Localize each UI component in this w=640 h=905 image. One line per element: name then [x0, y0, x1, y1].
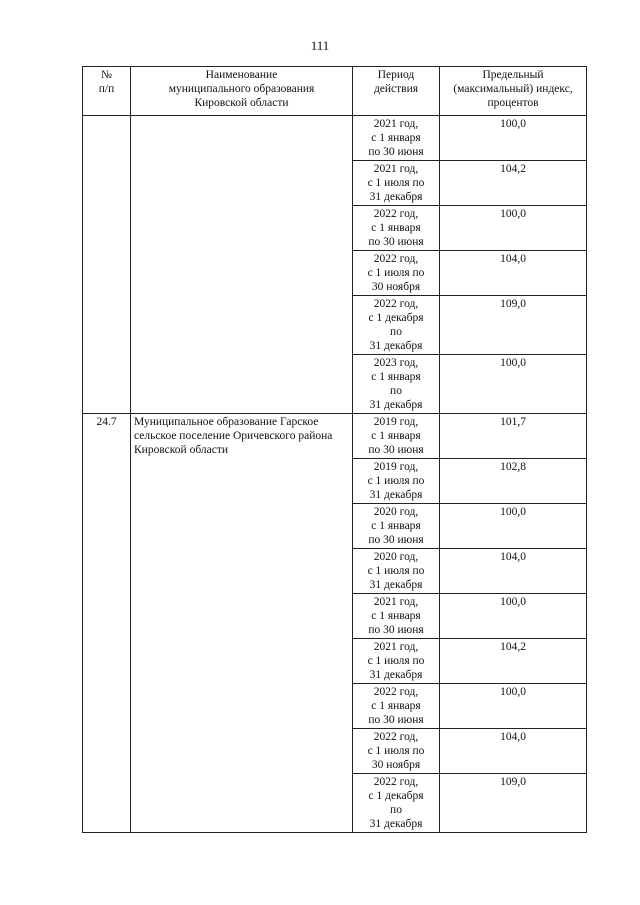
- index-value-cell: 100,0: [440, 504, 587, 549]
- header-period: Период действия: [353, 67, 440, 116]
- page-number: 111: [310, 38, 330, 53]
- row-number: 24.7: [83, 414, 131, 833]
- table-body: [83, 116, 587, 833]
- period-cell: 2022 год, с 1 декабря по 31 декабря: [353, 774, 440, 833]
- period-cell: 2020 год, с 1 января по 30 июня: [353, 504, 440, 549]
- table-row: [83, 414, 587, 459]
- header-name: Наименование муниципального образования Кировской области: [131, 67, 353, 116]
- header-num: № п/п: [83, 67, 131, 116]
- period-cell: 2022 год, с 1 июля по 30 ноября: [353, 729, 440, 774]
- index-value-cell: 102,8: [440, 459, 587, 504]
- period-cell: 2019 год, с 1 января по 30 июня: [353, 414, 440, 459]
- index-value-cell: 101,7: [440, 414, 587, 459]
- index-value-cell: 104,2: [440, 161, 587, 206]
- municipality-name: Муниципальное образование Гарское сельское поселение Оричевского района Кировской области: [131, 414, 353, 833]
- index-value-cell: 104,0: [440, 251, 587, 296]
- index-value-cell: 100,0: [440, 594, 587, 639]
- period-cell: 2021 год, с 1 июля по 31 декабря: [353, 639, 440, 684]
- index-value-cell: 100,0: [440, 684, 587, 729]
- period-cell: 2022 год, с 1 июля по 30 ноября: [353, 251, 440, 296]
- index-value-cell: 100,0: [440, 355, 587, 414]
- period-cell: 2021 год, с 1 июля по 31 декабря: [353, 161, 440, 206]
- period-cell: 2023 год, с 1 января по 31 декабря: [353, 355, 440, 414]
- table-header-row: [83, 67, 587, 116]
- period-cell: 2021 год, с 1 января по 30 июня: [353, 594, 440, 639]
- index-value-cell: 104,0: [440, 729, 587, 774]
- index-value-cell: 109,0: [440, 296, 587, 355]
- index-value-cell: 100,0: [440, 116, 587, 161]
- period-cell: 2022 год, с 1 декабря по 31 декабря: [353, 296, 440, 355]
- tariff-index-table: [82, 66, 587, 833]
- index-value-cell: 104,2: [440, 639, 587, 684]
- period-cell: 2019 год, с 1 июля по 31 декабря: [353, 459, 440, 504]
- index-value-cell: 109,0: [440, 774, 587, 833]
- period-cell: 2021 год, с 1 января по 30 июня: [353, 116, 440, 161]
- period-cell: 2022 год, с 1 января по 30 июня: [353, 684, 440, 729]
- period-cell: 2020 год, с 1 июля по 31 декабря: [353, 549, 440, 594]
- index-value-cell: 100,0: [440, 206, 587, 251]
- table-row: [83, 116, 587, 161]
- municipality-name: [131, 116, 353, 414]
- header-index: Предельный (максимальный) индекс, процентов: [440, 67, 587, 116]
- period-cell: 2022 год, с 1 января по 30 июня: [353, 206, 440, 251]
- row-number: [83, 116, 131, 414]
- index-value-cell: 104,0: [440, 549, 587, 594]
